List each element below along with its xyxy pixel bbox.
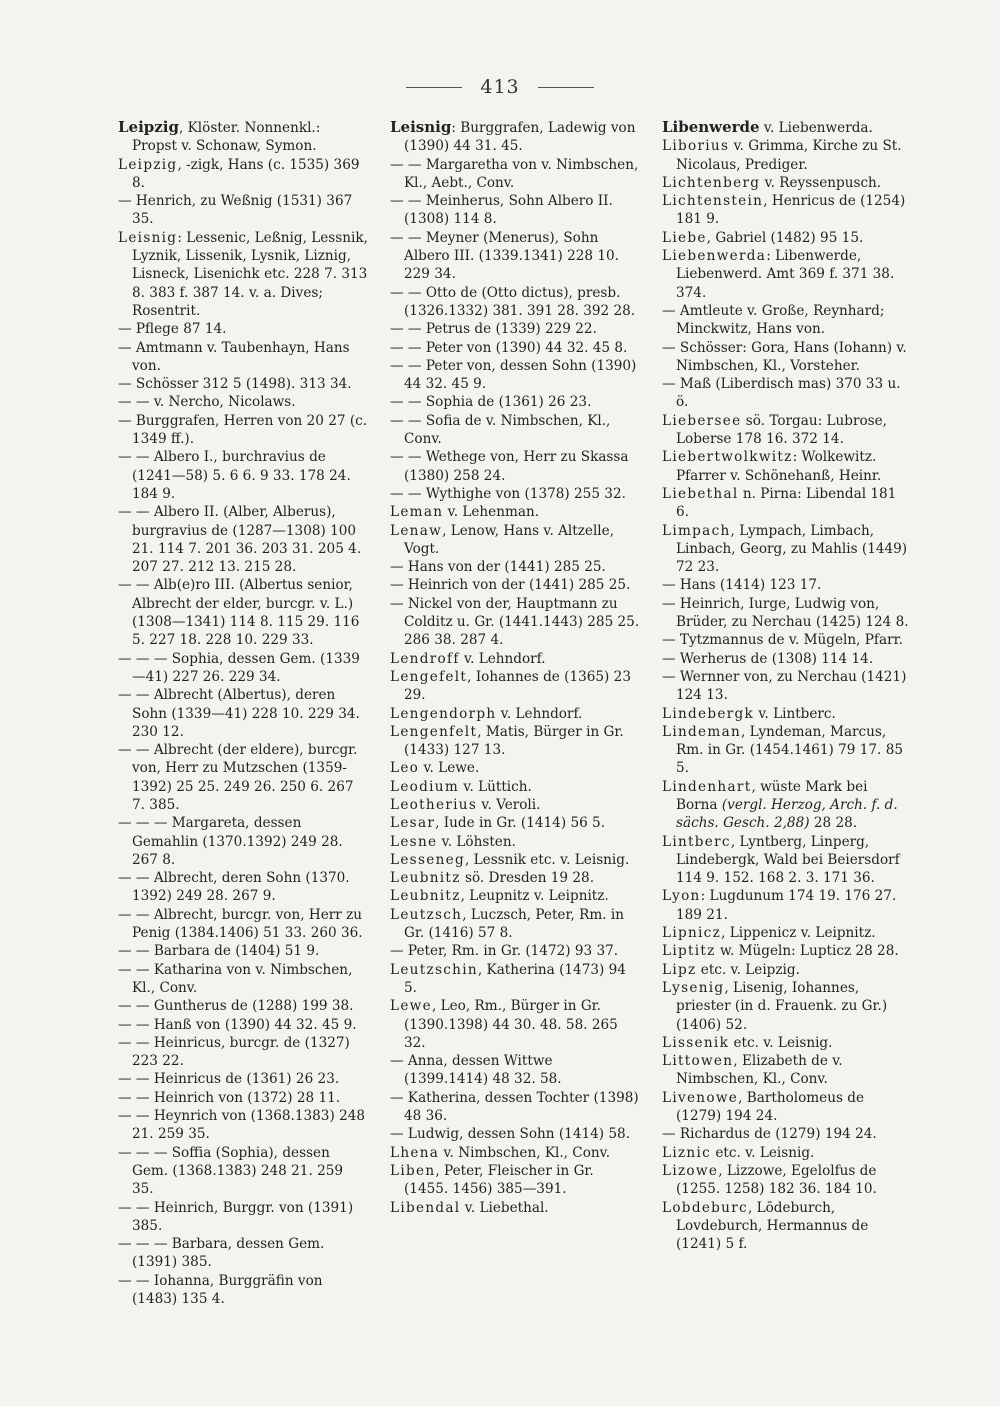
entry-headword: Liptitz	[662, 943, 716, 960]
entry-text: — — Peter von (1390) 44 32. 45 8.	[390, 339, 628, 356]
entry-text: — — Meinherus, Sohn Albero II. (1308) 114 8.	[390, 193, 613, 228]
entry-text: — — v. Nercho, Nicolaws.	[118, 394, 296, 411]
entry-headword: Leotherius	[390, 796, 478, 813]
entry-text: — Peter, Rm. in Gr. (1472) 93 37.	[390, 943, 619, 960]
entry-headword: Liebe	[662, 229, 707, 246]
index-entry	[390, 759, 640, 777]
entry-text: : Wolkewitz. Pfarrer v. Schönehanß, Heinr.	[676, 449, 882, 484]
entry-reference: (vergl. Herzog, Arch. f. d. sächs. Gesch. 2,88)	[676, 796, 898, 832]
index-entry	[118, 1199, 368, 1236]
index-entry	[390, 650, 640, 668]
entry-text: , Lessnik etc. v. Leisnig.	[464, 851, 630, 868]
entry-text: , Luczsch, Peter, Rm. in Gr. (1416) 57 8.	[404, 906, 624, 942]
index-entry	[390, 576, 640, 594]
entry-text: , Lizzowe, Egelolfus de (1255. 1258) 182 36. 184 10.	[676, 1162, 877, 1198]
index-entry	[118, 1272, 368, 1309]
index-entry	[662, 1052, 912, 1089]
entry-text: — — Albero II. (Alber, Alberus), burgravius de (1287—1308) 100 21. 114 7. 201 36. 203 31. 205 4. 207 27. 212 13. 215 28.	[118, 504, 362, 576]
index-entry	[118, 576, 368, 649]
header-rule-left	[406, 87, 462, 88]
entry-text: , Lenow, Hans v. Altzelle, Vogt.	[404, 522, 615, 557]
entry-headword: Lindeman	[662, 723, 742, 740]
index-entry	[390, 339, 640, 357]
entry-text: , Elizabeth de v. Nimbschen, Kl., Conv.	[676, 1053, 843, 1088]
entry-text: , wüste Mark bei Borna	[676, 778, 868, 813]
index-entry	[118, 814, 368, 869]
entry-text: v. Lintberc.	[754, 705, 836, 722]
entry-text: v. Nimbschen, Kl., Conv.	[439, 1144, 611, 1161]
index-entry	[662, 1034, 912, 1052]
entry-text: — Katherina, dessen Tochter (1398) 48 36.	[390, 1089, 639, 1125]
entry-text: — Pflege 87 14.	[118, 321, 227, 338]
entry-headword: Lesar	[390, 815, 436, 832]
entry-text: v. Lüttich.	[459, 778, 532, 795]
index-entry	[390, 1162, 640, 1199]
index-entry	[662, 631, 912, 649]
page-number: 413	[480, 76, 520, 98]
index-entry	[390, 1125, 640, 1143]
entry-text: — Burggrafen, Herren von 20 27 (c. 1349 ff.).	[118, 412, 368, 448]
entry-headword: Liebenwerda	[662, 248, 767, 265]
entry-text: — — Barbara de (1404) 51 9.	[118, 943, 320, 960]
entry-text: — — Margaretha von v. Nimbschen, Kl., Aebt., Conv.	[390, 156, 639, 191]
index-entry	[118, 1235, 368, 1272]
index-entry	[390, 284, 640, 321]
index-entry	[662, 576, 912, 594]
entry-text: , Lyntberg, Linperg, Lindebergk, Wald bei Beiersdorf 114 9. 152. 168 2. 3. 171 36.	[676, 833, 900, 887]
entry-text: : Lugdunum 174 19. 176 27. 189 21.	[676, 888, 897, 923]
index-entry	[118, 375, 368, 393]
entry-headword: Lichtenstein	[662, 193, 764, 210]
index-entry	[390, 869, 640, 887]
entry-text: — — Heinricus de (1361) 26 23.	[118, 1071, 340, 1088]
index-entry	[390, 668, 640, 705]
entry-headword: Lintberc	[662, 833, 731, 850]
index-entry	[662, 247, 912, 302]
entry-text: — — Sofia de v. Nimbschen, Kl., Conv.	[390, 412, 611, 448]
index-entry	[662, 1162, 912, 1199]
index-entry	[390, 156, 640, 193]
index-entry	[662, 412, 912, 449]
entry-headword: Lengefelt	[390, 668, 468, 685]
index-entry	[662, 137, 912, 174]
index-entry	[390, 595, 640, 650]
entry-text: — — Iohanna, Burggräfin von (1483) 135 4.	[118, 1272, 323, 1307]
entry-text: — — Albrecht, deren Sohn (1370. 1392) 249 28. 267 9.	[118, 870, 350, 905]
index-entry	[390, 906, 640, 943]
entry-text: , Lippenicz v. Leipnitz.	[721, 925, 876, 942]
index-entry	[118, 650, 368, 687]
entry-text: — — Wythighe von (1378) 255 32.	[390, 485, 626, 502]
entry-text: , Gabriel (1482) 95 15.	[706, 229, 864, 246]
entry-text: — Werherus de (1308) 114 14.	[662, 650, 874, 667]
index-entry	[662, 522, 912, 577]
index-entry	[118, 1144, 368, 1199]
index-entry	[662, 448, 912, 485]
entry-text: , Lōdeburch, Lovdeburch, Hermannus de (1241) 5 f.	[676, 1199, 869, 1253]
entry-headword: Lobdeburc	[662, 1199, 748, 1216]
index-entry	[662, 192, 912, 229]
entry-text: — — Albrecht (der eldere), burcgr. von, Herr zu Mutzschen (1359-1392) 25 25. 249 26. 250 6. 267 7. 385.	[118, 742, 358, 813]
index-entry	[118, 906, 368, 943]
entry-text: — — Otto de (Otto dictus), presb. (1326.1332) 381. 391 28. 392 28.	[390, 284, 636, 319]
entry-text: , Matis, Bürger in Gr. (1433) 127 13.	[404, 723, 624, 759]
entry-text: , Iude in Gr. (1414) 56 5.	[435, 815, 606, 832]
index-column-2	[390, 118, 640, 1308]
entry-headword: Leubnitz	[390, 870, 461, 887]
index-entry	[662, 979, 912, 1034]
entry-text: , Lisenig, Iohannes, priester (in d. Frauenk. zu Gr.) (1406) 52.	[676, 979, 888, 1033]
entry-headword: Lesne	[390, 833, 438, 850]
header-rule-right	[538, 87, 594, 88]
entry-headword: Lindenhart	[662, 778, 752, 795]
entry-headword: Littowen	[662, 1053, 734, 1070]
entry-text: n. Pirna: Libendal 181 6.	[676, 485, 897, 521]
index-entry	[390, 997, 640, 1052]
index-entry	[390, 942, 640, 960]
index-entry	[390, 357, 640, 394]
index-entry	[662, 705, 912, 723]
entry-text: v. Lehndorf.	[459, 650, 546, 667]
index-entry	[390, 1052, 640, 1089]
entry-text: sö. Dresden 19 28.	[460, 870, 595, 887]
entry-text: etc. v. Leisnig.	[729, 1034, 833, 1051]
entry-text-tail: 28 28.	[809, 815, 858, 832]
index-entry	[390, 393, 640, 411]
entry-text: , Lympach, Limbach, Linbach, Georg, zu Mahlis (1449) 72 23.	[676, 522, 908, 576]
entry-headword: Libenwerde	[662, 118, 760, 136]
entry-text: , Iohannes de (1365) 23 29.	[404, 668, 631, 704]
entry-text: — — — Margareta, dessen Gemahlin (1370.1392) 249 28. 267 8.	[118, 815, 343, 868]
index-entry	[390, 833, 640, 851]
index-entry	[662, 961, 912, 979]
entry-text: : Libenwerde, Liebenwerd. Amt 369 f. 371 38. 374.	[676, 248, 895, 301]
entry-headword: Lenaw	[390, 522, 443, 539]
entry-text: — — — Barbara, dessen Gem. (1391) 385.	[118, 1236, 325, 1271]
entry-text: — — Katharina von v. Nimbschen, Kl., Conv.	[118, 961, 353, 996]
index-entry	[118, 1016, 368, 1034]
index-entry	[118, 1089, 368, 1107]
entry-headword: Leipzig	[118, 156, 178, 173]
index-entry	[390, 814, 640, 832]
index-column-3	[662, 118, 912, 1308]
entry-text: — — Albero I., burchravius de (1241—58) 5. 6 6. 9 33. 178 24. 184 9.	[118, 449, 351, 502]
entry-text: — — Albrecht (Albertus), deren Sohn (1339—41) 228 10. 229 34. 230 12.	[118, 687, 360, 740]
entry-headword: Lizowe	[662, 1162, 719, 1179]
entry-headword: Leman	[390, 504, 444, 521]
index-entry	[118, 192, 368, 229]
index-entry	[662, 723, 912, 778]
entry-headword: Liborius	[662, 138, 730, 155]
entry-headword: Lipz	[662, 961, 697, 978]
entry-text: — Maß (Liberdisch mas) 370 33 u. ö.	[662, 376, 901, 411]
entry-text: — — Heinrich, Burggr. von (1391) 385.	[118, 1199, 354, 1234]
entry-text: — Amtmann v. Taubenhayn, Hans von.	[118, 339, 350, 374]
index-entry	[662, 668, 912, 705]
index-entry	[662, 1089, 912, 1126]
index-entry	[390, 1089, 640, 1126]
entry-text: — Hans von der (1441) 285 25.	[390, 559, 606, 576]
index-entry	[390, 961, 640, 998]
entry-text: v. Lehenman.	[443, 504, 540, 521]
index-entry	[118, 503, 368, 576]
index-entry	[390, 887, 640, 905]
entry-text: v. Reyssenpusch.	[760, 174, 882, 191]
entry-headword: Leodium	[390, 778, 460, 795]
entry-text: v. Liebethal.	[460, 1199, 549, 1216]
index-entry	[118, 156, 368, 193]
index-entry	[118, 686, 368, 741]
entry-text: — Henrich, zu Weßnig (1531) 367 35.	[118, 193, 353, 228]
entry-text: — — Wethege von, Herr zu Skassa (1380) 258 24.	[390, 449, 629, 484]
entry-text: — — — Sophia, dessen Gem. (1339—41) 227 26. 229 34.	[118, 650, 360, 685]
entry-text: — Amtleute v. Große, Reynhard; Minckwitz, Hans von.	[662, 302, 885, 338]
entry-text: : Lessenic, Leßnig, Lessnik, Lyznik, Lissenik, Lysnik, Liznig, Lisneck, Lisenichk etc. 228 7. 313 8. 383 f. 387 14. v. a. Dives; Rosentrit.	[132, 229, 368, 319]
entry-headword: Lipnicz	[662, 925, 722, 942]
entry-text: — — Heinrich von (1372) 28 11.	[118, 1089, 341, 1106]
index-entry	[662, 375, 912, 412]
entry-text: etc. v. Leisnig.	[711, 1144, 815, 1161]
index-entry	[118, 869, 368, 906]
entry-text: — Anna, dessen Wittwe (1399.1414) 48 32. 58.	[390, 1053, 562, 1088]
entry-text: — Richardus de (1279) 194 24.	[662, 1126, 877, 1143]
entry-text: , Peter, Fleischer in Gr. (1455. 1456) 385—391.	[404, 1162, 594, 1198]
index-entry	[118, 1034, 368, 1071]
index-entry	[390, 705, 640, 723]
entry-headword: Lewe	[390, 998, 432, 1015]
index-entry	[662, 229, 912, 247]
page-header	[0, 76, 1000, 98]
entry-text: — Hans (1414) 123 17.	[662, 577, 822, 594]
entry-text: , Leupnitz v. Leipnitz.	[460, 888, 609, 905]
entry-text: , Leo, Rm., Bürger in Gr. (1390.1398) 44 30. 48. 58. 265 32.	[404, 998, 618, 1051]
index-entry	[662, 887, 912, 924]
index-entry	[390, 448, 640, 485]
entry-headword: Lhena	[390, 1144, 440, 1161]
entry-headword: Livenowe	[662, 1089, 739, 1106]
index-entry	[390, 192, 640, 229]
index-entry	[118, 961, 368, 998]
index-entry	[390, 503, 640, 521]
entry-text: — — Hanß von (1390) 44 32. 45 9.	[118, 1016, 357, 1033]
entry-text: , Lyndeman, Marcus, Rm. in Gr. (1454.1461) 79 17. 85 5.	[676, 723, 903, 777]
entry-text: — Nickel von der, Hauptmann zu Colditz u. Gr. (1441.1443) 285 25. 286 38. 287 4.	[390, 595, 640, 649]
index-entry	[390, 796, 640, 814]
entry-text: — — Heynrich von (1368.1383) 248 21. 259 35.	[118, 1108, 366, 1143]
index-entry	[390, 522, 640, 559]
entry-text: , Henricus de (1254) 181 9.	[676, 193, 906, 228]
entry-text: v. Veroli.	[477, 796, 541, 813]
index-entry	[118, 448, 368, 503]
entry-text: v. Lewe.	[419, 760, 480, 777]
entry-text: w. Mügeln: Lupticz 28 28.	[715, 943, 899, 960]
entry-text: v. Lehndorf.	[496, 705, 583, 722]
entry-headword: Leutzschin	[390, 961, 478, 978]
entry-headword: Leubnitz	[390, 888, 461, 905]
entry-text: sö. Torgau: Lubrose, Loberse 178 16. 372 14.	[676, 412, 887, 448]
index-entry	[390, 412, 640, 449]
entry-headword: Leisnig	[118, 229, 178, 246]
entry-headword: Lengenfelt	[390, 723, 478, 740]
index-column-1	[118, 118, 368, 1308]
entry-text: — Heinrich, Iurge, Ludwig von, Brüder, zu Nerchau (1425) 124 8.	[662, 595, 909, 631]
entry-text: — Tytzmannus de v. Mügeln, Pfarr.	[662, 632, 903, 649]
index-entry	[662, 302, 912, 339]
index-entry	[662, 174, 912, 192]
entry-headword: Libendal	[390, 1199, 461, 1216]
entry-headword: Leo	[390, 760, 420, 777]
entry-text: , Bartholomeus de (1279) 194 24.	[676, 1089, 865, 1125]
entry-headword: Lindebergk	[662, 705, 755, 722]
entry-text: — — Albrecht, burcgr. von, Herr zu Penig (1384.1406) 51 33. 260 36.	[118, 906, 363, 942]
index-entry	[118, 229, 368, 320]
entry-headword: Liznic	[662, 1144, 712, 1161]
entry-text: — Wernner von, zu Nerchau (1421) 124 13.	[662, 668, 907, 704]
index-entry	[390, 320, 640, 338]
entry-text: — — Petrus de (1339) 229 22.	[390, 321, 597, 338]
index-entry	[662, 1144, 912, 1162]
index-entry	[390, 778, 640, 796]
entry-text: — — Meyner (Menerus), Sohn Albero III. (1339.1341) 228 10. 229 34.	[390, 229, 619, 283]
index-entry	[662, 650, 912, 668]
index-entry	[662, 942, 912, 960]
index-entry	[390, 558, 640, 576]
entry-headword: Leipzig	[118, 118, 179, 136]
entry-text: — Schösser 312 5 (1498). 313 34.	[118, 376, 352, 393]
entry-text: , Klöster. Nonnenkl.: Propst v. Schonaw, Symon.	[132, 120, 321, 155]
entry-text: : Burggrafen, Ladewig von (1390) 44 31. 45.	[404, 120, 636, 155]
index-entry	[118, 339, 368, 376]
index-entry	[118, 942, 368, 960]
index-entry	[662, 1199, 912, 1254]
entry-headword: Leisnig	[390, 118, 452, 136]
entry-headword: Liebertwolkwitz	[662, 449, 793, 466]
index-entry	[118, 1107, 368, 1144]
entry-text: v. Grimma, Kirche zu St. Nicolaus, Prediger.	[676, 138, 902, 173]
index-entry	[390, 485, 640, 503]
entry-headword: Lesseneg	[390, 851, 465, 868]
entry-text: , -zigk, Hans (c. 1535) 369 8.	[132, 156, 360, 191]
entry-text: — Heinrich von der (1441) 285 25.	[390, 577, 631, 594]
index-columns	[118, 118, 918, 1308]
index-entry	[662, 118, 912, 137]
entry-text: — Ludwig, dessen Sohn (1414) 58.	[390, 1126, 631, 1143]
index-entry	[390, 1144, 640, 1162]
entry-headword: Lyon	[662, 888, 701, 905]
index-entry	[118, 997, 368, 1015]
entry-text: — — Guntherus de (1288) 199 38.	[118, 998, 354, 1015]
entry-text: — — Heinricus, burcgr. de (1327) 223 22.	[118, 1034, 350, 1070]
entry-headword: Limpach	[662, 522, 731, 539]
index-entry	[662, 595, 912, 632]
entry-text: v. Löhsten.	[437, 833, 516, 850]
entry-headword: Lysenig	[662, 979, 725, 996]
index-entry	[390, 1199, 640, 1217]
index-entry	[118, 320, 368, 338]
entry-text: — — Sophia de (1361) 26 23.	[390, 394, 592, 411]
entry-text: etc. v. Leipzig.	[696, 961, 800, 978]
index-entry	[390, 118, 640, 156]
entry-headword: Lichtenberg	[662, 174, 761, 191]
index-entry	[390, 229, 640, 284]
index-entry	[390, 851, 640, 869]
entry-text: — — — Soffia (Sophia), dessen Gem. (1368.1383) 248 21. 259 35.	[118, 1144, 344, 1198]
index-entry	[662, 339, 912, 376]
index-entry	[118, 393, 368, 411]
index-entry	[118, 118, 368, 156]
entry-text: — — Peter von, dessen Sohn (1390) 44 32. 45 9.	[390, 357, 637, 393]
entry-text: — Schösser: Gora, Hans (Iohann) v. Nimbschen, Kl., Vorsteher.	[662, 339, 907, 374]
index-entry	[662, 924, 912, 942]
index-entry	[390, 723, 640, 760]
entry-text: v. Liebenwerda.	[759, 120, 873, 136]
index-entry	[118, 1070, 368, 1088]
index-entry	[662, 485, 912, 522]
entry-text: — — Alb(e)ro III. (Albertus senior, Albrecht der elder, burcgr. v. L.) (1308—1341) 114 8. 115 29. 116 5. 227 18. 228 10. 229 33.	[118, 577, 360, 649]
index-entry	[662, 833, 912, 888]
index-entry	[662, 778, 912, 833]
entry-headword: Liebethal	[662, 485, 739, 502]
entry-headword: Lendroff	[390, 650, 460, 667]
index-entry	[118, 412, 368, 449]
index-entry	[662, 1125, 912, 1143]
entry-headword: Lissenik	[662, 1034, 730, 1051]
entry-headword: Lengendorph	[390, 705, 497, 722]
entry-headword: Leutzsch	[390, 906, 463, 923]
entry-text: , Katherina (1473) 94 5.	[404, 961, 626, 996]
entry-headword: Liebersee	[662, 412, 742, 429]
index-entry	[118, 741, 368, 814]
entry-headword: Liben	[390, 1162, 436, 1179]
